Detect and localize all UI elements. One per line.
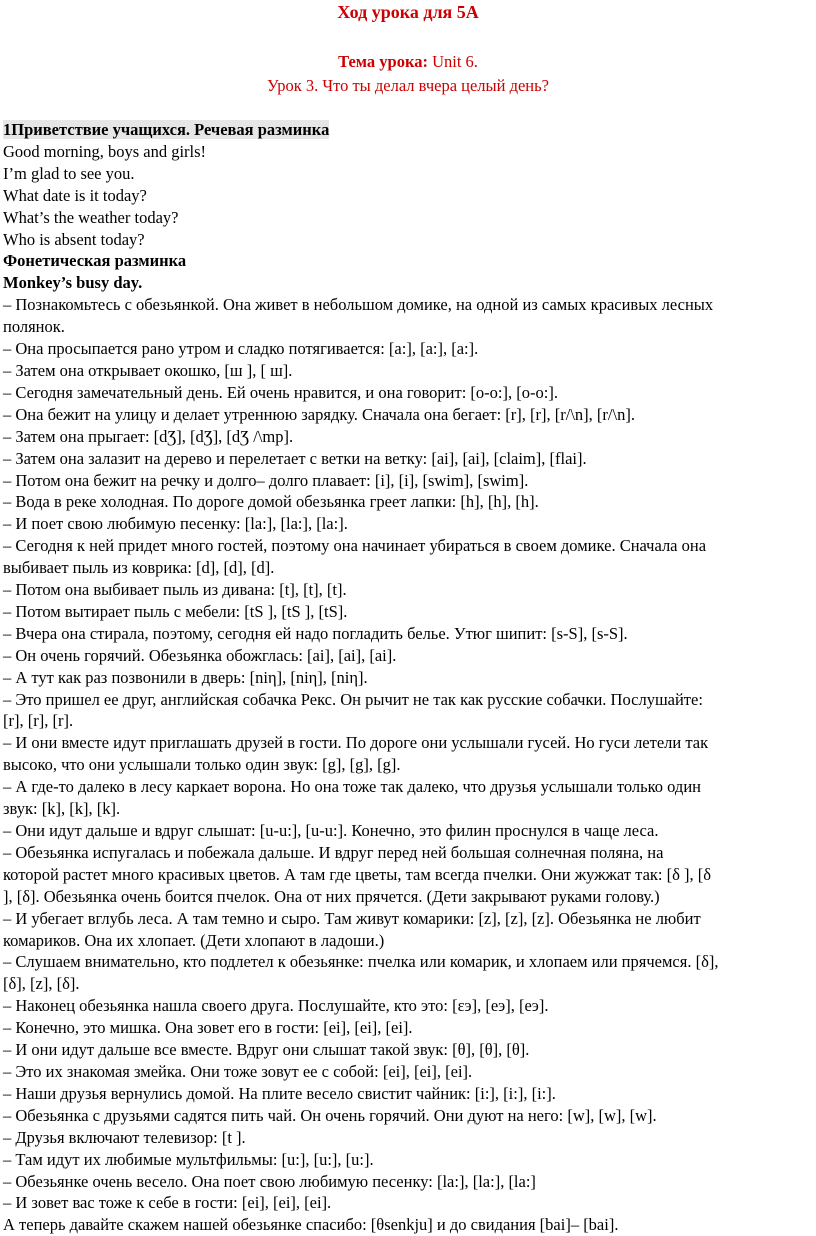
greeting-line: What’s the weather today? (3, 207, 179, 227)
story-line: А теперь давайте скажем нашей обезьянке спасибо: [θsenkju] и до свидания [bai]– [bai]. (3, 1215, 619, 1235)
story-line: – И они вместе идут приглашать друзей в гости. По дороге они услышали гусей. Но гуси летели так (3, 733, 709, 753)
greeting-line: What date is it today? (3, 185, 147, 205)
lesson-topic (0, 50, 816, 98)
story-line: комариков. Она их хлопает. (Дети хлопают в ладоши.) (3, 930, 385, 950)
story-line: – Наконец обезьянка нашла своего друга. Послушайте, кто это: [εэ], [eэ], [eэ]. (3, 996, 549, 1016)
story-line: – И они идут дальше все вместе. Вдруг они слышат такой звук: [θ], [θ], [θ]. (3, 1040, 530, 1060)
story-line: – Познакомьтесь с обезьянкой. Она живет в небольшом домике, на одной из самых красивых лесных (3, 295, 714, 315)
story-line: полянок. (3, 317, 65, 337)
story-line: – Вчера она стирала, поэтому, сегодня ей надо погладить белье. Утюг шипит: [s-S], [s-S]. (3, 623, 628, 643)
story-line: [δ], [z], [δ]. (3, 974, 80, 994)
section-heading-greeting (3, 119, 811, 141)
story-line: – Она бежит на улицу и делает утреннюю зарядку. Сначала она бегает: [r], [r], [r/\n], [r/\n]. (3, 404, 635, 424)
story-line: – Она просыпается рано утром и сладко потягивается: [a:], [a:], [a:]. (3, 339, 479, 359)
story-line: – Затем она прыгает: [dƷ], [dƷ], [dƷ /\mp]. (3, 426, 294, 446)
page-title: Ход урока для 5А (337, 2, 479, 22)
story-line: – Слушаем внимательно, кто подлетел к обезьянке: пчелка или комарик, и хлопаем или прячемся. [δ], (3, 952, 719, 972)
story-line: [r], [r], [r]. (3, 711, 74, 731)
greeting-line: Who is absent today? (3, 229, 145, 249)
story-line: – Обезьянка с друзьями садятся пить чай. Он очень горячий. Они дуют на него: [w], [w], [w]. (3, 1105, 657, 1125)
story-line: – А тут как раз позвонили в дверь: [niη], [niη], [niη]. (3, 667, 368, 687)
story-line: – Конечно, это мишка. Она зовет его в гости: [ei], [ei], [ei]. (3, 1018, 413, 1038)
story-line: звук: [k], [k], [k]. (3, 799, 121, 819)
greeting-line: I’m glad to see you. (3, 163, 135, 183)
greetings-list (3, 141, 811, 251)
section-heading-text: 1Приветствие учащихся. Речевая разминка (3, 120, 330, 139)
story-line: – Это их знакомая змейка. Они тоже зовут ее с собой: [ei], [ei], [ei]. (3, 1061, 473, 1081)
story-line: – Наши друзья вернулись домой. На плите весело свистит чайник: [i:], [i:], [i:]. (3, 1083, 556, 1103)
story-line: – Сегодня замечательный день. Ей очень нравится, и она говорит: [o-o:], [o-o:]. (3, 382, 558, 402)
story-line: – Они идут дальше и вдруг слышат: [u-u:], [u-u:]. Конечно, это филин проснулся в чаще леса. (3, 821, 659, 840)
story-line: – Потом она выбивает пыль из дивана: [t], [t], [t]. (3, 580, 347, 600)
story-line: – Потом вытирает пыль с мебели: [tS ], [tS ], [tS]. (3, 601, 348, 621)
story-line: – Обезьянке очень весело. Она поет свою любимую песенку: [la:], [la:], [la:] (3, 1171, 536, 1191)
story-line: выбивает пыль из коврика: [d], [d], [d]. (3, 558, 275, 578)
story-line: – И поет свою любимую песенку: [la:], [la:], [la:]. (3, 514, 348, 534)
story-line: – Это пришел ее друг, английская собачка Рекс. Он рычит не так как русские собачки. Послушайте: (3, 689, 703, 709)
story-line: – Друзья включают телевизор: [t ]. (3, 1127, 246, 1147)
lesson-content (3, 119, 811, 1236)
story-line: – Затем она залазит на дерево и перелетает с ветки на ветку: [ai], [ai], [claim], [flai]. (3, 448, 587, 468)
story-line: – Затем она открывает окошко, [ш ], [ ш]. (3, 360, 293, 380)
story-text (3, 294, 811, 1236)
story-line: высоко, что они услышали только один звук: [g], [g], [g]. (3, 755, 401, 775)
story-line: – Потом она бежит на речку и долго– долго плавает: [i], [i], [swim], [swim]. (3, 470, 529, 490)
story-title: Monkey’s busy day. (3, 273, 143, 293)
story-line: – А где-то далеко в лесу каркает ворона. Но она тоже так далеко, что друзья услышали только один (3, 777, 701, 797)
topic-label: Тема урока: (338, 52, 428, 71)
greeting-line: Good morning, boys and girls! (3, 141, 207, 161)
story-line: – И убегает вглубь леса. А там темно и сыро. Там живут комарики: [z], [z], [z]. Обезьянка не любит (3, 908, 701, 928)
story-line: – Там идут их любимые мультфильмы: [u:], [u:], [u:]. (3, 1149, 374, 1169)
story-line: – Вода в реке холодная. По дороге домой обезьянка греет лапки: [h], [h], [h]. (3, 492, 539, 512)
lesson-title: Урок 3. Что ты делал вчера целый день? (267, 76, 549, 95)
story-line: ], [δ]. Обезьянка очень боится пчелок. Она от них прячется. (Дети закрывают руками голову.) (3, 886, 660, 906)
story-line: – Он очень горячий. Обезьянка обожглась: [ai], [ai], [ai]. (3, 645, 397, 665)
section-heading-phonetic: Фонетическая разминка (3, 251, 187, 271)
topic-line (0, 50, 816, 74)
story-line: – Сегодня к ней придет много гостей, поэтому она начинает убираться в своем домике. Сначала она (3, 536, 707, 556)
topic-unit: Unit 6. (427, 52, 478, 71)
story-line: – И зовет вас тоже к себе в гости: [ei], [ei], [ei]. (3, 1193, 332, 1213)
story-line: которой растет много красивых цветов. А там где цветы, там всегда пчелки. Они жужжат так: [δ ], [δ (3, 864, 712, 884)
story-line: – Обезьянка испугалась и побежала дальше. И вдруг перед ней большая солнечная поляна, на (3, 842, 664, 862)
